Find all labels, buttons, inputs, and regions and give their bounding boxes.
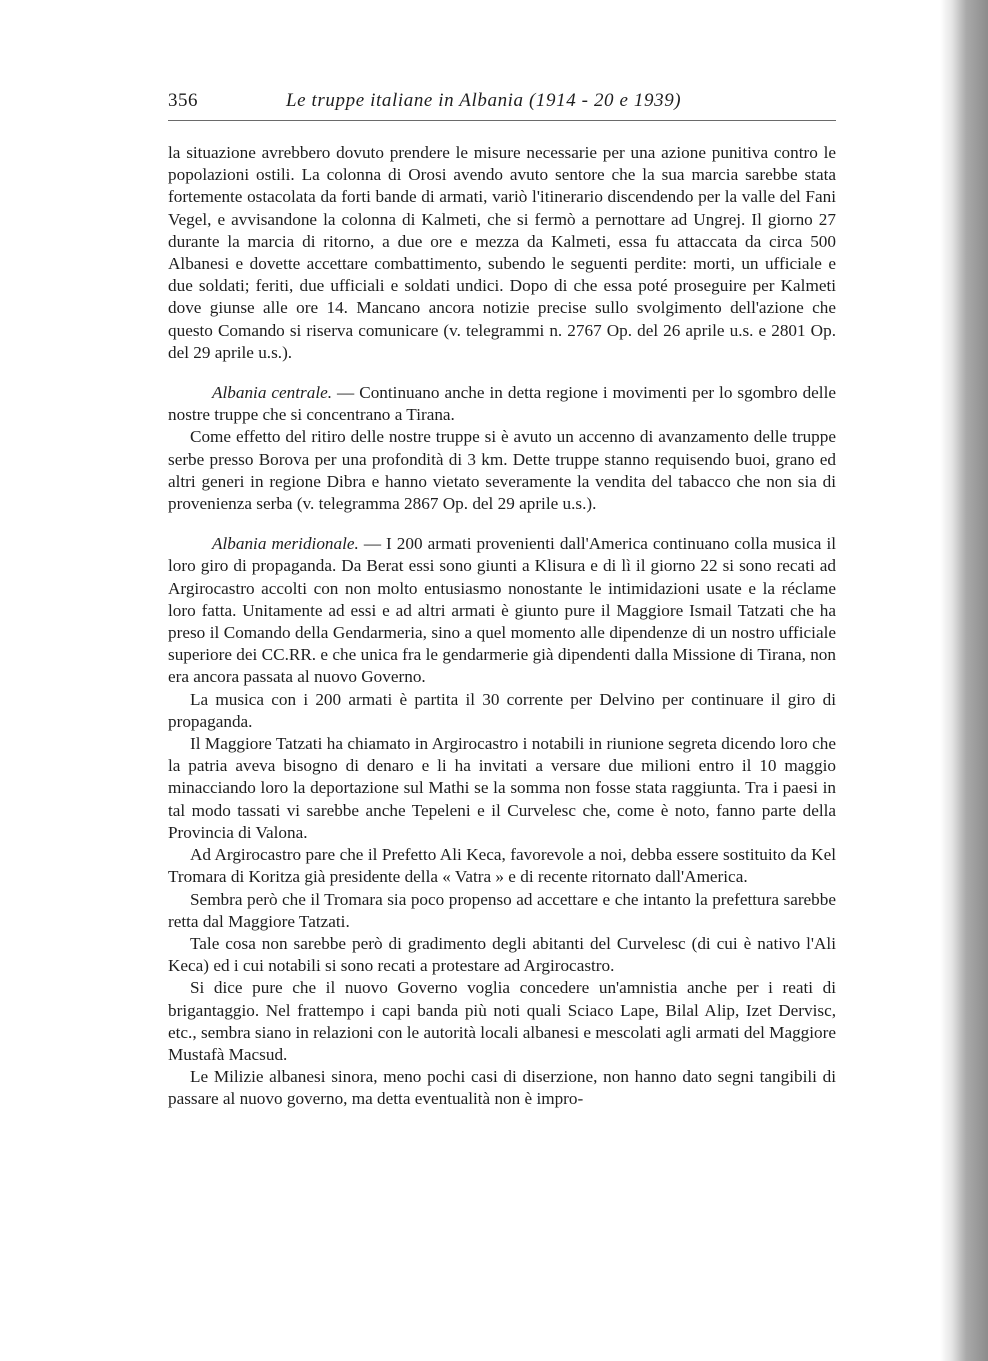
paragraph: Tale cosa non sarebbe però di gradimento degli abitanti del Curvelesc (di cui è nativo l'Ali Keca) ed i cui notabili si sono recati a protestare ad Argirocastro. bbox=[168, 933, 836, 976]
body-text bbox=[168, 142, 836, 1111]
paragraph: Le Milizie albanesi sinora, meno pochi casi di diserzione, non hanno dato segni tangibili di passare al nuovo governo, ma detta eventualità non è impro- bbox=[168, 1067, 836, 1109]
section-heading-albania-meridionale: Albania meridionale. bbox=[212, 534, 359, 554]
section-heading-albania-centrale: Albania centrale. bbox=[212, 383, 333, 403]
running-title: Le truppe italiane in Albania (1914 - 20 e 1939) bbox=[286, 90, 682, 111]
page-number: 356 bbox=[168, 90, 198, 111]
paragraph-intro: la situazione avrebbero dovuto prendere le misure necessarie per una azione punitiva contro le popolazioni ostili. La colonna di Orosi avendo avuto sentore che la sua marcia sarebbe stata fortemente ostacolata da forti bande di armati, variò l'itinerario discendendo per la valle del Fani Vegel, e avvisandone la colonna di Kalmeti, che si fermò a pernottare ad Ungrej. Il giorno 27 durante la marcia di ritorno, a due ore e mezza da Kalmeti, essa fu attaccata da circa 500 Albanesi e dovette accettare combattimento, subendo le seguenti perdite: morti, un ufficiale e due soldati; feriti, due ufficiali e soldati undici. Dopo di che essa poté proseguire per Kalmeti dove giunse alle ore 14. Mancano ancora notizie precise sullo svolgimento dell'azione che questo Comando si riserva comunicare (v. telegrammi n. 2767 Op. del 26 aprile u.s. e 2801 Op. del 29 aprile u.s.). bbox=[168, 143, 836, 362]
section-albania-meridionale-lead bbox=[168, 533, 836, 688]
running-head bbox=[168, 88, 836, 121]
paragraph: Si dice pure che il nuovo Governo voglia concedere un'amnistia anche per i reati di brigantaggio. Nel frattempo i capi banda più noti quali Sciaco Lape, Bilal Alip, Izet Dervisc, etc., sembra siano in relazioni con le autorità locali albanesi e mescolati agli armati del Maggiore Mustafà Macsud. bbox=[168, 978, 836, 1064]
section-lead-text: — Continuano anche in detta regione i movimenti per lo sgombro delle nostre truppe che si concentrano a Tirana. bbox=[168, 383, 836, 425]
paragraph: Sembra però che il Tromara sia poco propenso ad accettare e che intanto la prefettura sarebbe retta dal Maggiore Tatzati. bbox=[168, 889, 836, 931]
section-albania-centrale-lead bbox=[168, 382, 836, 426]
paragraph: Come effetto del ritiro delle nostre truppe si è avuto un accenno di avanzamento delle truppe serbe presso Borova per una profondità di 3 km. Dette truppe stanno requisendo buoi, grano ed altri generi in regione Dibra e hanno vietato severamente la vendita del tabacco che non sia di provenienza serba (v. telegramma 2867 Op. del 29 aprile u.s.). bbox=[168, 427, 836, 514]
binding-shadow bbox=[940, 0, 988, 1361]
section-lead-text: — I 200 armati provenienti dall'America continuano colla musica il loro giro di propaganda. Da Berat essi sono giunti a Klisura e di lì il giorno 22 si sono recati ad Argirocastro accolti con non molto entusiasmo nonostante le intimidazioni usate e la réclame loro fatta. Unitamente ad essi e ad altri armati è giunto pure il Maggiore Ismail Tatzati che ha preso il Comando della Gendarmeria, sino a quel momento alle dipendenze di un nostro ufficiale superiore dei CC.RR. e che unica fra le gendarmerie già dipendenti dalla Missione di Tirana, non era ancora passata al nuovo Governo. bbox=[168, 534, 836, 687]
paragraph: Il Maggiore Tatzati ha chiamato in Argirocastro i notabili in riunione segreta dicendo loro che la patria aveva bisogno di denaro e li ha invitati a versare due milioni entro il 10 maggio minacciando loro la deportazione sul Mathi se la somma non fosse stata raggiunta. Tra i paesi in tal modo tassati vi sarebbe anche Tepeleni e il Curvelesc che, come è noto, fanno parte della Provincia di Valona. bbox=[168, 734, 836, 842]
paragraph: Ad Argirocastro pare che il Prefetto Ali Keca, favorevole a noi, debba essere sostituito da Kel Tromara di Koritza già presidente della « Vatra » e di recente ritornato dall'America. bbox=[168, 845, 836, 887]
paragraph: La musica con i 200 armati è partita il 30 corrente per Delvino per continuare il giro di propaganda. bbox=[168, 689, 836, 731]
